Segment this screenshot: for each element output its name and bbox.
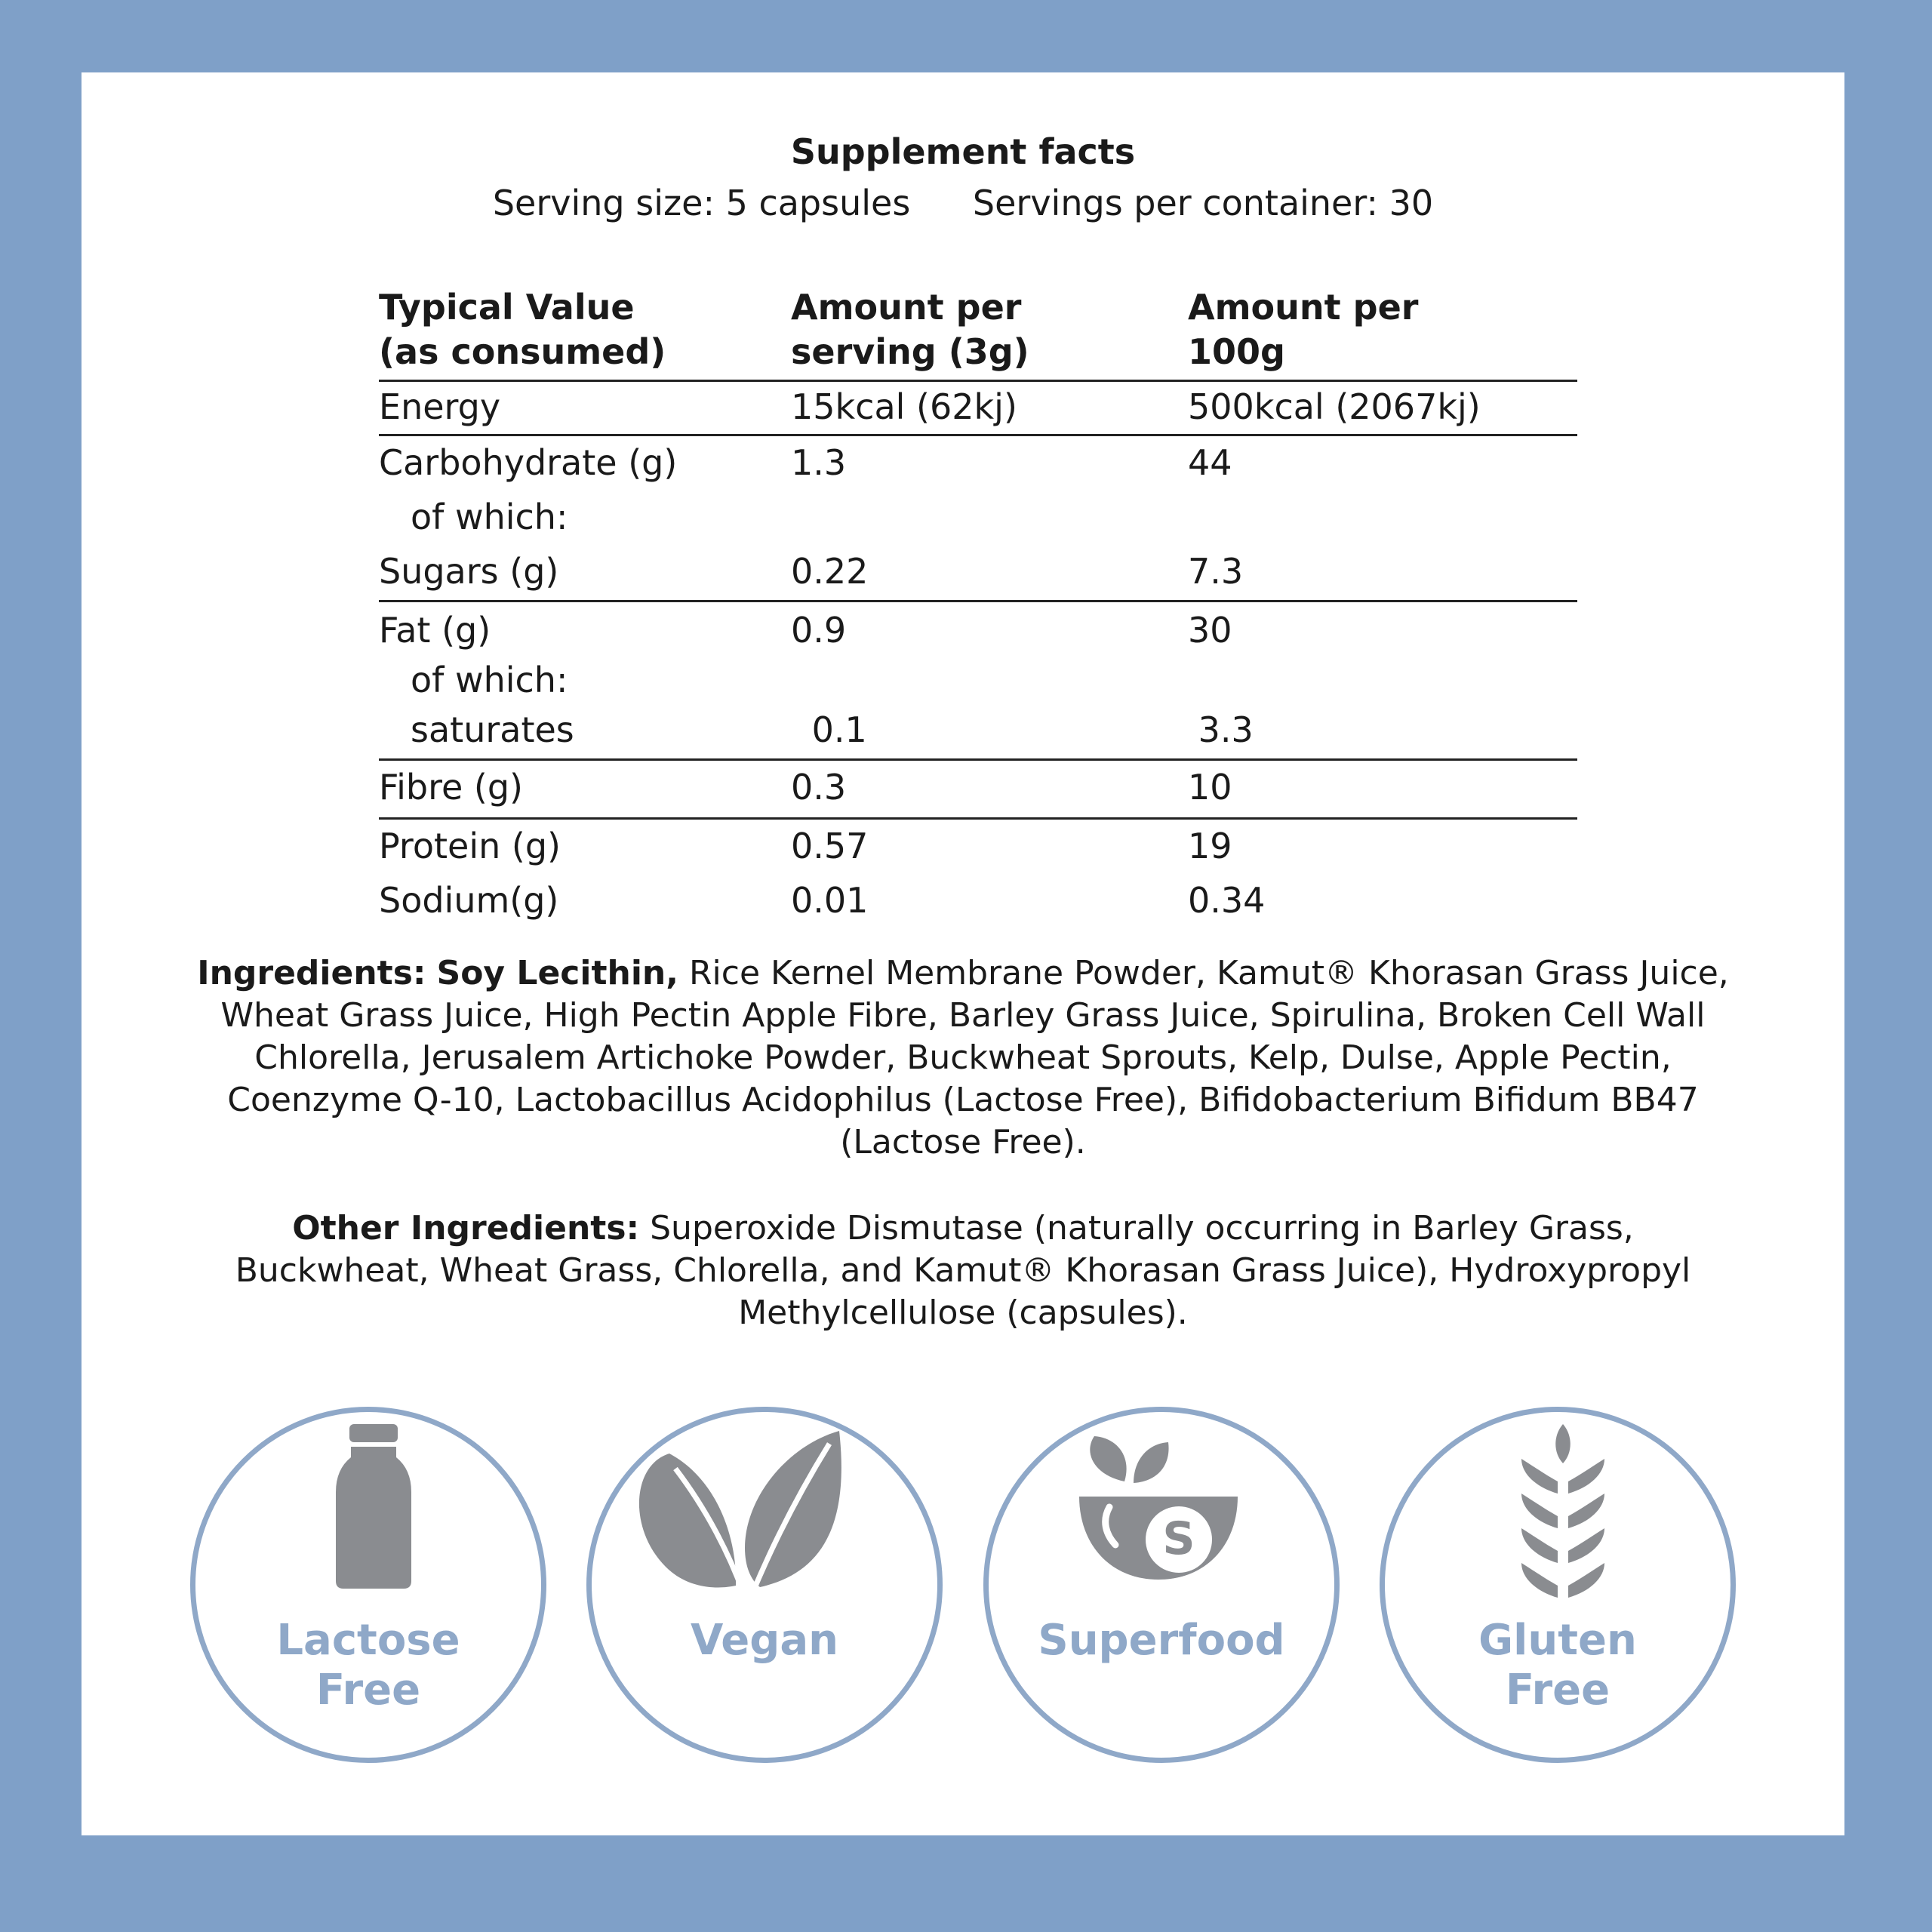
carbohydrate-group [379,436,1577,602]
table-row-sugars: Sugars (g) 0.22 7.3 [379,551,1244,592]
fibre-group [379,761,1577,820]
badge-superfood [983,1407,1340,1763]
page-title: Supplement facts [790,131,1136,172]
table-row-saturates: saturates 0.1 3.3 [411,709,1254,750]
ingredients-text: Rice Kernel Membrane Powder, Kamut® Khorasan Grass Juice, Wheat Grass Juice, High Pectin Apple Fibre, Barley Grass Juice, Spirulina, Broken Cell Wall Chlorella, Jerusalem Artichoke Powder, Buckwheat Sprouts, Kelp, Dulse, Apple Pectin, Coenzyme Q-10, Lactobacillus Acidophilus (Lactose Free), Bifidobacterium Bifidum BB47 (Lactose Free). [220,954,1729,1161]
table-row-protein: Protein (g) 0.57 19 [379,826,1232,866]
badge-gluten-label: Gluten Free [1478,1616,1637,1715]
header-per-100g: Amount per 100g [1188,287,1419,372]
badge-lactose-label: Lactose Free [276,1616,460,1715]
serving-size: Serving size: 5 capsules [492,183,911,223]
bowl-icon [1079,1430,1245,1596]
table-row-fat: Fat (g) 0.9 30 [379,610,1232,651]
wheat-icon [1521,1424,1604,1599]
table-row-sodium: Sodium(g) 0.01 0.34 [379,880,1266,921]
ingredients-first: Soy Lecithin, [436,954,678,992]
other-ingredients-label: Other Ingredients: [292,1209,640,1247]
serving-info [82,183,1844,223]
ingredients-paragraph [195,952,1731,1164]
table-row-fat-of-which: of which: [411,660,568,700]
energy-group [379,382,1577,436]
svg-text:S: S [1162,1512,1195,1565]
badge-gluten-free [1380,1407,1736,1763]
leaves-icon [624,1427,911,1608]
badge-superfood-label: Superfood [1038,1616,1285,1665]
facts-panel [82,72,1844,1835]
servings-per-container: Servings per container: 30 [972,183,1434,223]
badge-vegan [586,1407,943,1763]
header-typical-value: Typical Value (as consumed) [379,287,666,372]
protein-sodium-group [379,820,1577,921]
table-row-carbohydrate: Carbohydrate (g) 1.3 44 [379,442,1232,483]
other-ingredients-paragraph [195,1208,1731,1334]
other-ingredients-text: Superoxide Dismutase (naturally occurring in Barley Grass, Buckwheat, Wheat Grass, Chlorella, and Kamut® Khorasan Grass Juice), Hydroxypropyl Methylcellulose (capsules). [235,1209,1691,1332]
table-row-fibre: Fibre (g) 0.3 10 [379,767,1232,808]
bottle-icon [336,1424,411,1589]
header-per-serving: Amount per serving (3g) [791,287,1029,372]
badge-vegan-label: Vegan [691,1616,838,1665]
ingredients-label: Ingredients: [197,954,426,992]
fat-group [379,602,1577,761]
table-row-carb-of-which: of which: [411,497,568,537]
table-row-energy: Energy 15kcal (62kj) 500kcal (2067kj) [379,386,1481,427]
table-header [379,284,1577,382]
badge-lactose-free [190,1407,546,1763]
nutrition-table [379,284,1577,921]
